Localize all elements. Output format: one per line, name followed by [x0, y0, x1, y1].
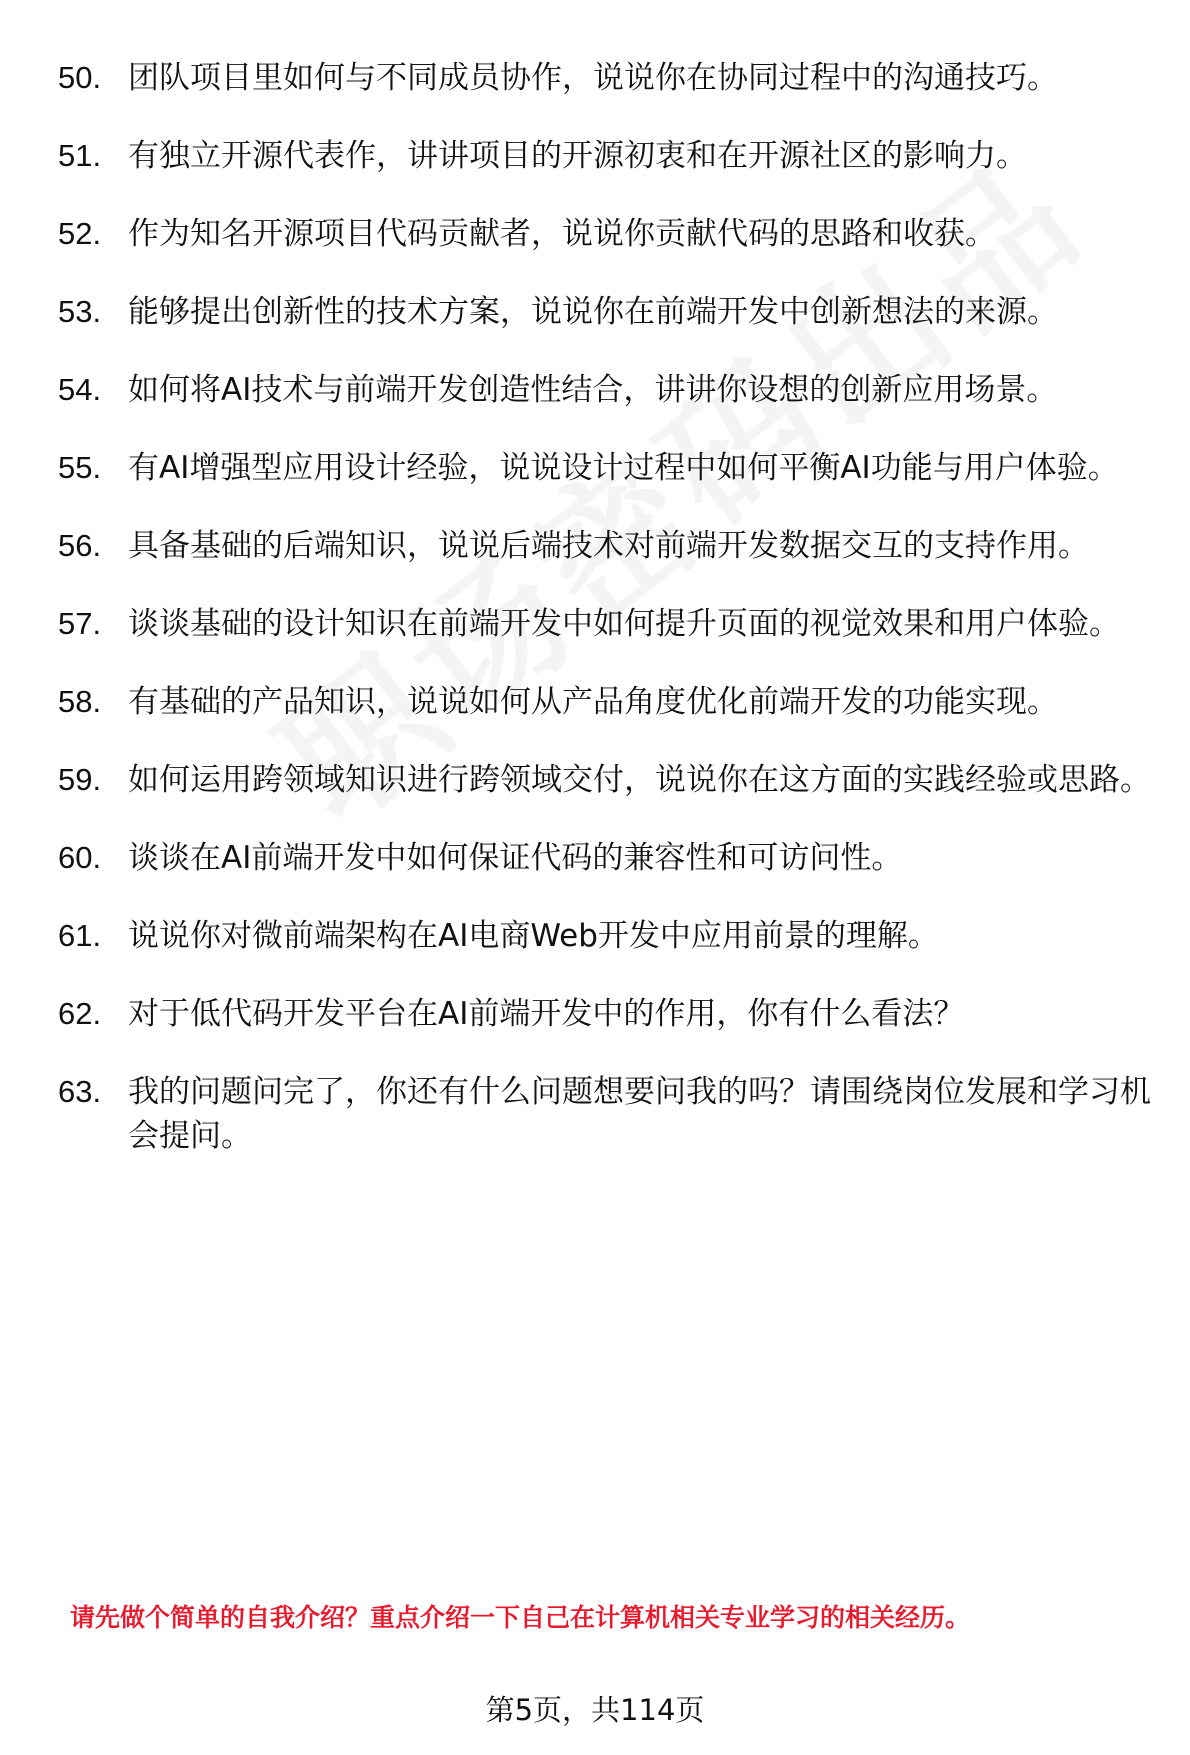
question-item [58, 1070, 1158, 1158]
question-text: 有独立开源代表作，讲讲项目的开源初衷和在开源社区的影响力。 [128, 138, 1027, 174]
question-item [58, 680, 1158, 724]
question-number: 58. [58, 684, 102, 719]
question-item [58, 446, 1158, 490]
question-text: 能够提出创新性的技术方案，说说你在前端开发中创新想法的来源。 [128, 294, 1058, 330]
question-text: 谈谈基础的设计知识在前端开发中如何提升页面的视觉效果和用户体验。 [128, 606, 1120, 642]
question-item [58, 524, 1158, 568]
question-item [58, 290, 1158, 334]
question-text: 有基础的产品知识，说说如何从产品角度优化前端开发的功能实现。 [128, 684, 1058, 720]
question-number: 54. [58, 372, 102, 407]
question-text: 说说你对微前端架构在AI电商Web开发中应用前景的理解。 [128, 918, 939, 954]
highlight-note: 请先做个简单的自我介绍？重点介绍一下自己在计算机相关专业学习的相关经历。 [70, 1603, 971, 1632]
question-text: 对于低代码开发平台在AI前端开发中的作用，你有什么看法？ [128, 996, 965, 1032]
question-text: 谈谈在AI前端开发中如何保证代码的兼容性和可访问性。 [128, 840, 903, 876]
question-text: 有AI增强型应用设计经验，说说设计过程中如何平衡AI功能与用户体验。 [128, 450, 1119, 486]
question-number: 53. [58, 294, 102, 329]
question-text: 作为知名开源项目代码贡献者，说说你贡献代码的思路和收获。 [128, 216, 996, 252]
question-list [58, 56, 1158, 1192]
question-item [58, 368, 1158, 412]
question-number: 55. [58, 450, 102, 485]
question-item [58, 602, 1158, 646]
question-item [58, 914, 1158, 958]
question-number: 57. [58, 606, 102, 641]
page-footer: 第5页，共114页 [485, 1693, 705, 1727]
question-text: 团队项目里如何与不同成员协作，说说你在协同过程中的沟通技巧。 [128, 60, 1058, 96]
question-text: 我的问题问完了，你还有什么问题想要问我的吗？请围绕岗位发展和学习机会提问。 [128, 1074, 1151, 1154]
question-item [58, 134, 1158, 178]
question-item [58, 992, 1158, 1036]
question-number: 61. [58, 918, 102, 953]
question-number: 59. [58, 762, 102, 797]
question-item [58, 836, 1158, 880]
question-number: 60. [58, 840, 102, 875]
question-number: 62. [58, 996, 102, 1031]
question-number: 51. [58, 138, 102, 173]
question-text: 如何运用跨领域知识进行跨领域交付，说说你在这方面的实践经验或思路。 [128, 762, 1151, 798]
question-item [58, 56, 1158, 100]
question-number: 52. [58, 216, 102, 251]
question-text: 如何将AI技术与前端开发创造性结合，讲讲你设想的创新应用场景。 [128, 372, 1058, 408]
question-text: 具备基础的后端知识，说说后端技术对前端开发数据交互的支持作用。 [128, 528, 1089, 564]
question-number: 63. [58, 1074, 102, 1109]
question-item [58, 212, 1158, 256]
question-number: 56. [58, 528, 102, 563]
question-number: 50. [58, 60, 102, 95]
question-item [58, 758, 1158, 802]
